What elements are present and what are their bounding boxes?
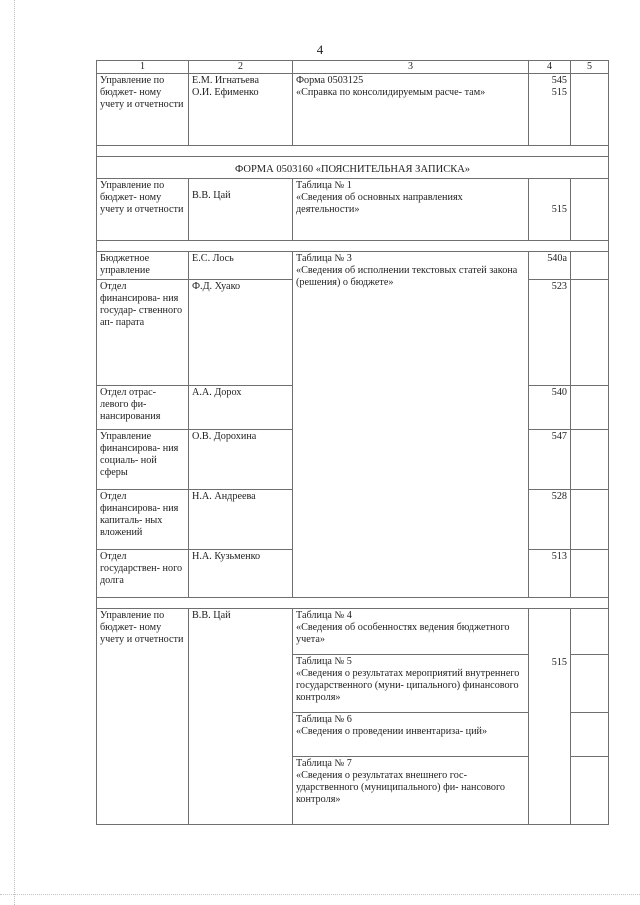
form-cell (293, 609, 529, 655)
section-title-row (97, 157, 609, 179)
spacer-row (97, 241, 609, 252)
table-title: Таблица № 5 (296, 656, 352, 667)
dept-cell: Управление по бюджет- ному учету и отчетности (97, 179, 189, 241)
form-cell (293, 713, 529, 757)
empty-cell (571, 280, 609, 386)
empty-cell (571, 609, 609, 655)
table-description: «Сведения о результатах мероприятий внутреннего государственного (муни- ципального) финансового контроля» (296, 668, 520, 703)
table-title: Таблица № 4 (296, 610, 352, 621)
table-header-row (97, 61, 609, 74)
table-description: «Сведения о результатах внешнего гос- ударственного (муниципального) фи- нансового контроля» (296, 770, 505, 805)
form-title: Форма 0503125 (296, 75, 364, 86)
scan-margin-line (14, 0, 15, 905)
code-cell: 547 (529, 430, 571, 490)
table-title: Таблица № 1 (296, 180, 352, 191)
person-cell: В.В. Цай (189, 609, 293, 825)
scan-bottom-edge (0, 894, 640, 895)
code-cell: 515 (529, 179, 571, 241)
table-row (97, 252, 609, 280)
table-description: «Сведения об основных направлениях деятельности» (296, 192, 463, 215)
person-cell: Н.А. Кузьменко (189, 550, 293, 598)
person-cell: Н.А. Андреева (189, 490, 293, 550)
person-cell (189, 179, 293, 241)
dept-cell: Бюджетное управление (97, 252, 189, 280)
code-value: 515 (551, 87, 567, 98)
empty-cell (571, 550, 609, 598)
table-title: Таблица № 3 (296, 253, 352, 264)
form-cell (293, 252, 529, 598)
dept-cell: Управление по бюджет- ному учету и отчетности (97, 74, 189, 146)
table-title: Таблица № 6 (296, 714, 352, 725)
code-cell: 528 (529, 490, 571, 550)
person-name: О.И. Ефименко (192, 87, 259, 98)
empty-cell (571, 757, 609, 825)
table-description: «Сведения об особенностях ведения бюджетного учета» (296, 622, 510, 645)
form-cell (293, 757, 529, 825)
person-cell: О.В. Дорохина (189, 430, 293, 490)
code-cell: 523 (529, 280, 571, 386)
spacer-row (97, 146, 609, 157)
code-cell (529, 74, 571, 146)
header-col-2: 2 (189, 61, 293, 74)
code-cell: 540 (529, 386, 571, 430)
empty-cell (571, 74, 609, 146)
table-row (97, 609, 609, 655)
form-cell (293, 179, 529, 241)
section-title: ФОРМА 0503160 «ПОЯСНИТЕЛЬНАЯ ЗАПИСКА» (97, 157, 609, 179)
empty-cell (571, 655, 609, 713)
empty-cell (571, 386, 609, 430)
code-cell: 513 (529, 550, 571, 598)
empty-cell (571, 252, 609, 280)
table-title: Таблица № 7 (296, 758, 352, 769)
form-cell (293, 655, 529, 713)
header-col-4: 4 (529, 61, 571, 74)
person-cell (189, 74, 293, 146)
empty-cell (571, 430, 609, 490)
forms-table (96, 60, 609, 825)
person-cell: А.А. Дорох (189, 386, 293, 430)
dept-cell: Отдел отрас- левого фи- нансирования (97, 386, 189, 430)
spacer-row (97, 598, 609, 609)
code-value: 545 (551, 75, 567, 86)
form-cell (293, 74, 529, 146)
person-cell: Ф.Д. Хуако (189, 280, 293, 386)
form-description: «Справка по консолидируемым расче- там» (296, 87, 486, 98)
table-description: «Сведения об исполнении текстовых статей закона (решения) о бюджете» (296, 265, 518, 288)
empty-cell (571, 713, 609, 757)
header-col-1: 1 (97, 61, 189, 74)
dept-cell: Управление по бюджет- ному учету и отчетности (97, 609, 189, 825)
header-col-5: 5 (571, 61, 609, 74)
table-row (97, 74, 609, 146)
empty-cell (571, 490, 609, 550)
dept-cell: Отдел финансирова- ния капиталь- ных вложений (97, 490, 189, 550)
table-row (97, 179, 609, 241)
dept-cell: Отдел финансирова- ния государ- ственного ап- парата (97, 280, 189, 386)
page-number: 4 (316, 42, 324, 57)
dept-cell: Отдел государствен- ного долга (97, 550, 189, 598)
dept-cell: Управление финансирова- ния социаль- ной сферы (97, 430, 189, 490)
person-name: Е.М. Игнатьева (192, 75, 259, 86)
person-cell: Е.С. Лось (189, 252, 293, 280)
table-description: «Сведения о проведении инвентариза- ций» (296, 726, 488, 737)
empty-cell (571, 179, 609, 241)
code-cell: 515 (529, 609, 571, 825)
code-cell: 540а (529, 252, 571, 280)
person-name: В.В. Цай (192, 190, 231, 201)
header-col-3: 3 (293, 61, 529, 74)
